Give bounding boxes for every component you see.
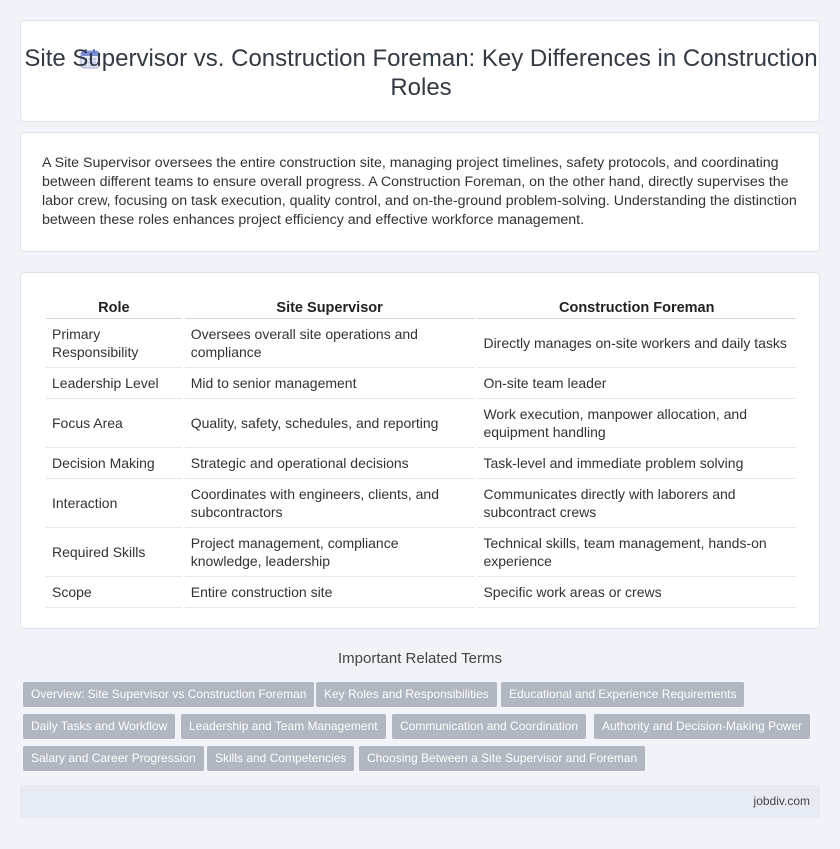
row-label: Focus Area [46,399,182,448]
page-title: Site Supervisor vs. Construction Foreman: Key Differences in Construction Roles [24,45,818,101]
site-supervisor-cell: Mid to senior management [185,368,475,399]
related-term-tag[interactable]: Communication and Coordination [392,714,586,739]
intro-card [20,132,820,252]
related-term-tag[interactable]: Salary and Career Progression [23,746,204,771]
row-label: Leadership Level [46,368,182,399]
site-supervisor-cell: Coordinates with engineers, clients, and subcontractors [185,479,475,528]
site-supervisor-cell: Strategic and operational decisions [185,448,475,479]
foreman-cell: Work execution, manpower allocation, and equipment handling [477,399,796,448]
footer [20,785,820,818]
header-site-supervisor: Site Supervisor [185,297,475,319]
intro-paragraph: A Site Supervisor oversees the entire construction site, managing project timelines, safety protocols, and coordinating between different teams to ensure overall progress. A Construction Foreman, on the other hand, directly supervises the labor crew, focusing on task execution, quality control, and on-the-ground problem-solving. Understanding the distinction between these roles enhances project efficiency and effective workforce management. [42,155,797,228]
foreman-cell: Technical skills, team management, hands-on experience [477,528,796,577]
related-term-tag[interactable]: Daily Tasks and Workflow [23,714,175,739]
comparison-card [20,272,820,629]
foreman-cell: Task-level and immediate problem solving [477,448,796,479]
table-row [46,399,796,448]
table-row [46,577,796,608]
table-header-row [46,297,796,319]
table-row [46,368,796,399]
row-label: Interaction [46,479,182,528]
comparison-table [43,297,799,608]
foreman-cell: On-site team leader [477,368,796,399]
related-term-tag[interactable]: Skills and Competencies [207,746,354,771]
site-supervisor-cell: Entire construction site [185,577,475,608]
table-row [46,528,796,577]
site-supervisor-cell: Project management, compliance knowledge, leadership [185,528,475,577]
foreman-cell: Directly manages on-site workers and daily tasks [477,319,796,368]
header-construction-foreman: Construction Foreman [477,297,796,319]
row-label: Decision Making [46,448,182,479]
site-supervisor-cell: Quality, safety, schedules, and reporting [185,399,475,448]
row-label: Required Skills [46,528,182,577]
foreman-cell: Specific work areas or crews [477,577,796,608]
related-term-tag[interactable]: Choosing Between a Site Supervisor and Foreman [359,746,645,771]
row-label: Primary Responsibility [46,319,182,368]
foreman-cell: Communicates directly with laborers and subcontract crews [477,479,796,528]
site-supervisor-cell: Oversees overall site operations and compliance [185,319,475,368]
related-term-tag[interactable]: Key Roles and Responsibilities [316,682,497,707]
table-row [46,448,796,479]
related-terms-title: Important Related Terms [338,650,502,667]
related-term-tag[interactable]: Leadership and Team Management [181,714,386,739]
row-label: Scope [46,577,182,608]
table-row [46,479,796,528]
table-row [46,319,796,368]
header-role: Role [46,297,182,319]
related-term-tag[interactable]: Authority and Decision-Making Power [594,714,810,739]
header-card [20,20,820,122]
footer-site-link[interactable]: jobdiv.com [753,794,810,808]
related-term-tag[interactable]: Educational and Experience Requirements [501,682,744,707]
related-term-tag[interactable]: Overview: Site Supervisor vs Construction Foreman [23,682,314,707]
